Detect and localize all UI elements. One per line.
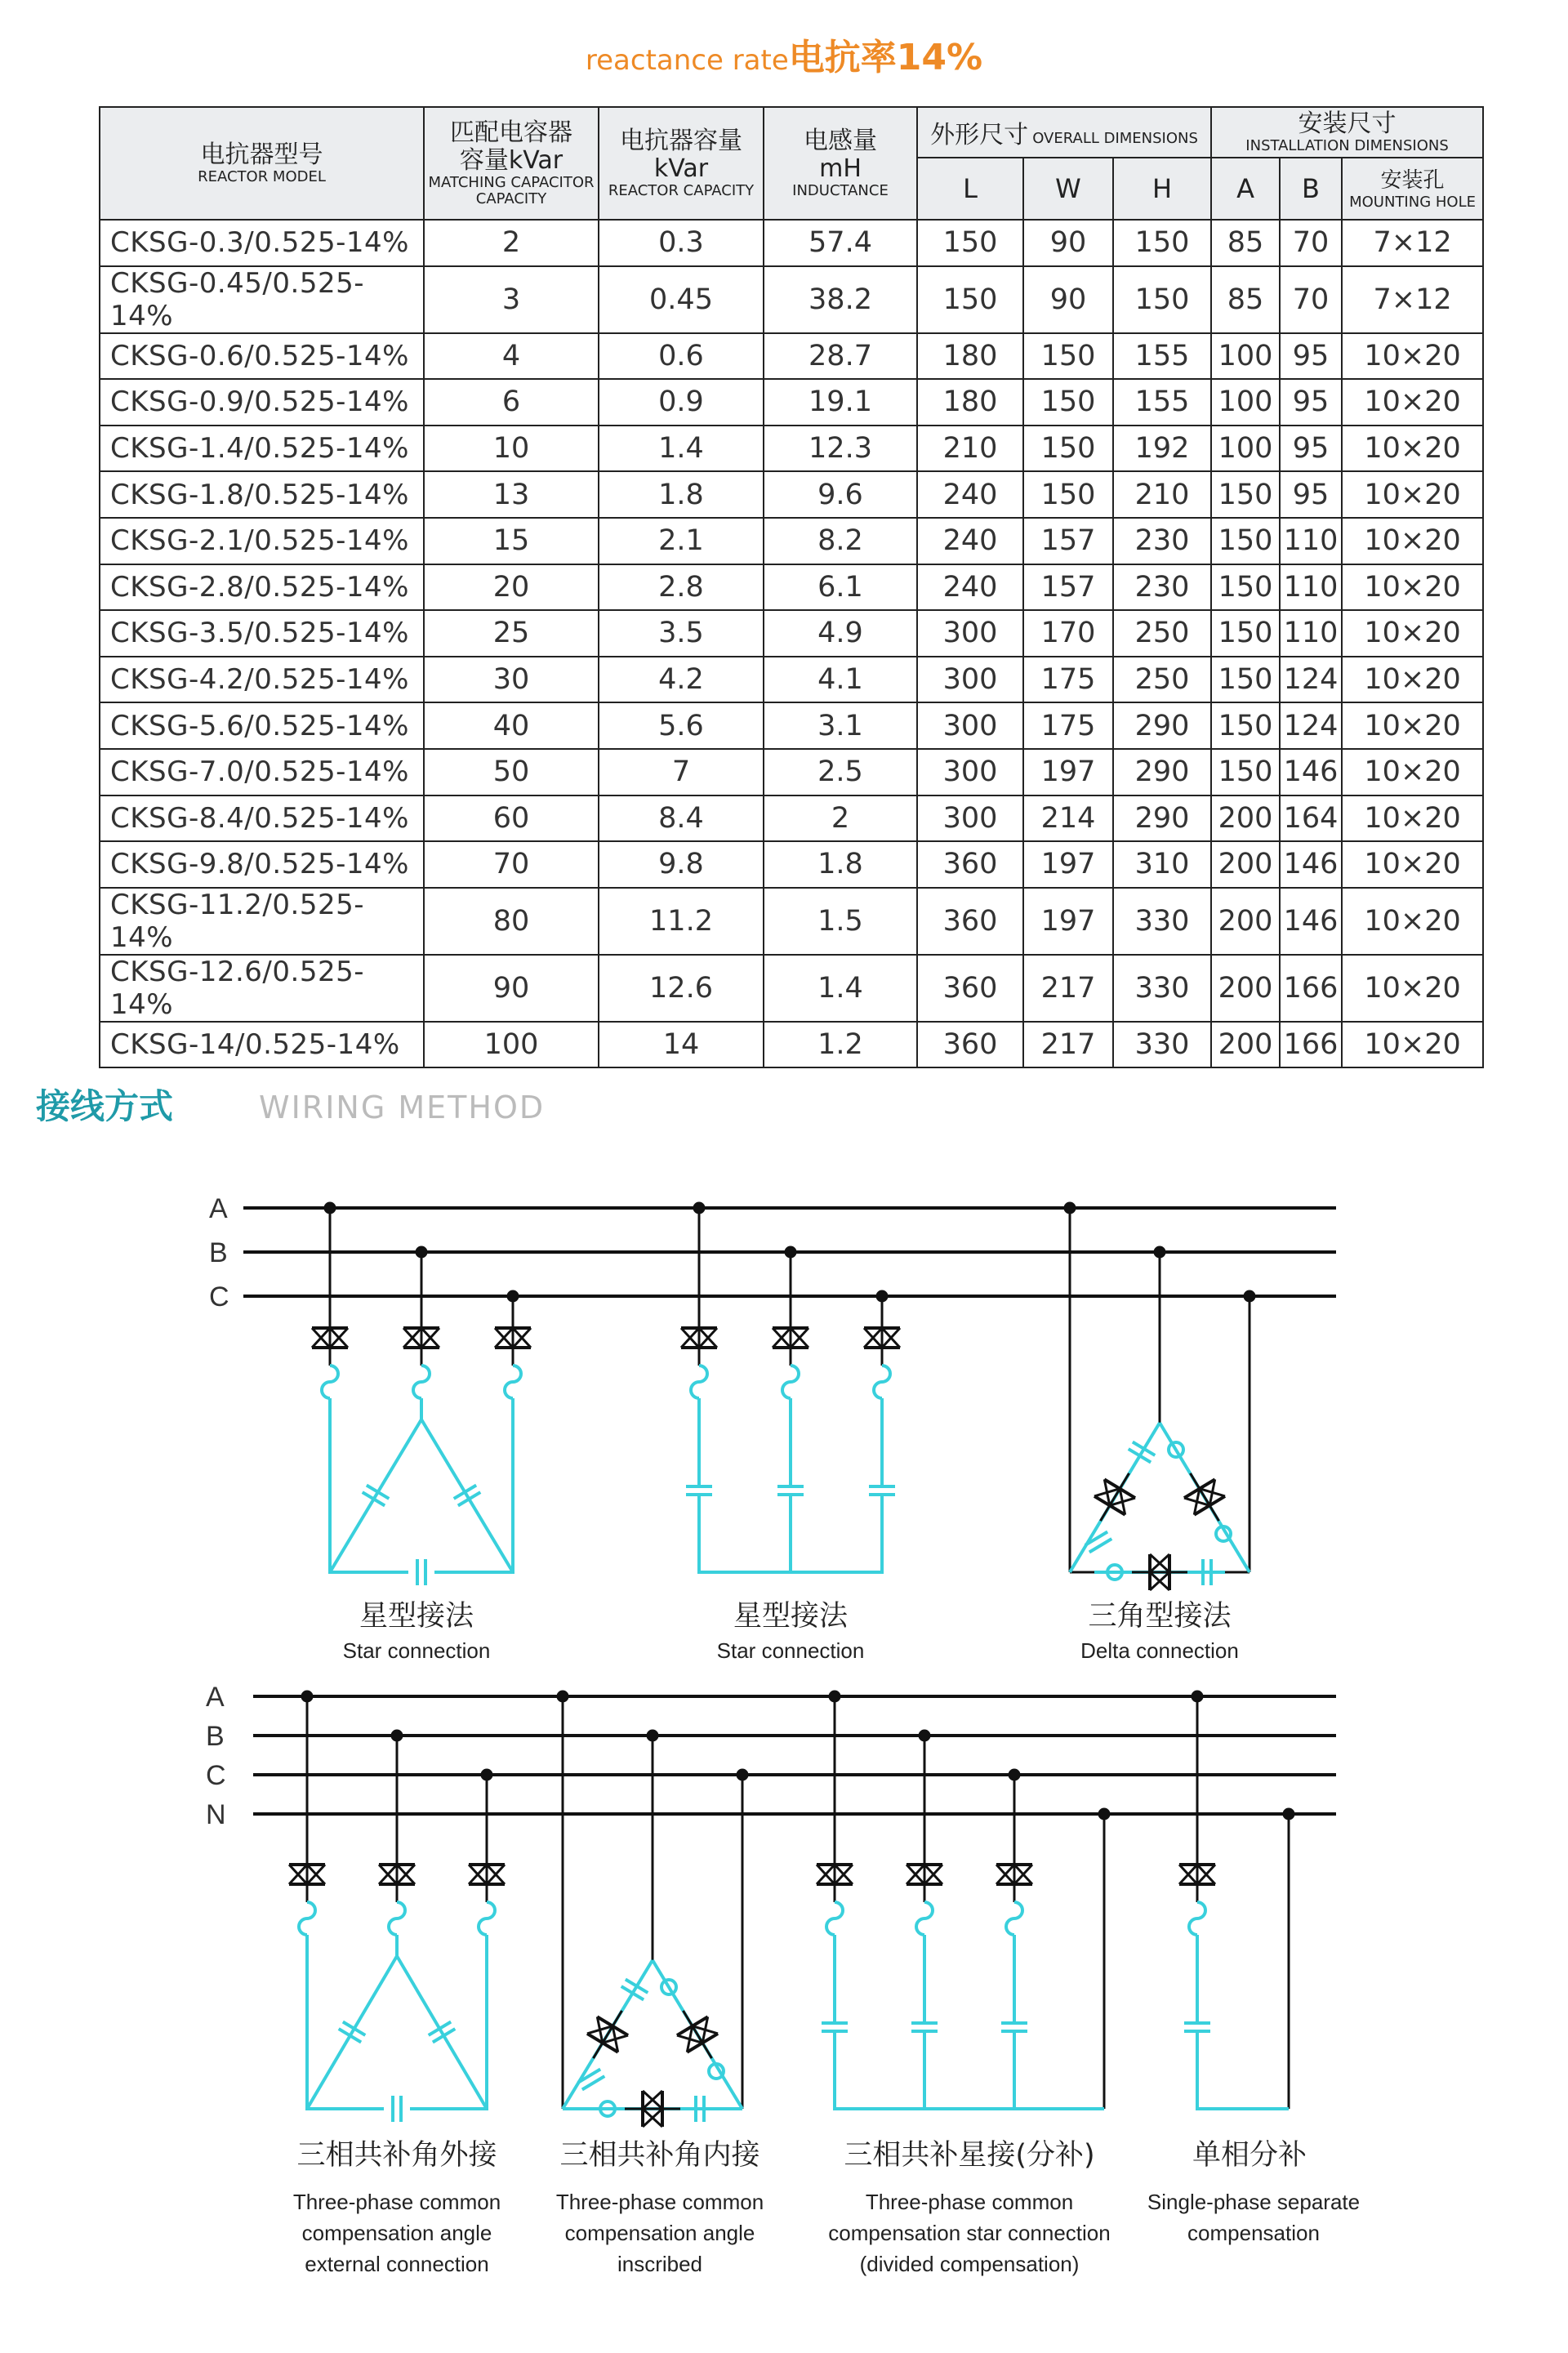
section-heading [36,1080,545,1129]
label-en-6c: (divided compensation) [859,2252,1080,2276]
table-cell: 150 [1211,564,1280,611]
table-cell: 100 [1211,426,1280,472]
table-cell: 70 [1280,220,1342,266]
label-en-7a: Single-phase separate [1147,2190,1361,2214]
label-en-1: Star connection [342,1638,491,1663]
table-cell: 150 [1211,610,1280,657]
table-cell: 300 [917,795,1023,842]
cell-model: CKSG-0.9/0.525-14% [100,379,424,426]
diagram-star-2 [681,1203,900,1663]
table-row [100,749,1483,795]
table-cell: 7×12 [1342,266,1483,333]
table-cell: 100 [424,1022,599,1068]
cell-model: CKSG-1.4/0.525-14% [100,426,424,472]
label-cn-4: 三相共补角外接 [296,2139,497,2172]
table-cell: 2.8 [599,564,764,611]
table-cell: 210 [917,426,1023,472]
table-row [100,841,1483,888]
table-cell: 10×20 [1342,955,1483,1022]
table-cell: 0.6 [599,333,764,380]
header-A: A [1211,158,1280,220]
bus-label-bottom-a: A [206,1682,225,1713]
header-inductance: 电感量 mH INDUCTANCE [764,107,917,220]
table-cell: 28.7 [764,333,917,380]
header-mounting-hole: 安装孔 MOUNTING HOLE [1342,158,1483,220]
top-bus [209,1193,1336,1312]
table-cell: 4.1 [764,657,917,703]
table-cell: 38.2 [764,266,917,333]
table-cell: 330 [1113,955,1211,1022]
label-en-6b: compensation star connection [828,2221,1111,2245]
table-cell: 70 [1280,266,1342,333]
table-cell: 300 [917,749,1023,795]
table-cell: 180 [917,333,1023,380]
table-cell: 10×20 [1342,564,1483,611]
table-cell: 0.45 [599,266,764,333]
table-cell: 300 [917,657,1023,703]
table-cell: 0.9 [599,379,764,426]
header-reactor-kvar: 电抗器容量 kVar REACTOR CAPACITY [599,107,764,220]
table-cell: 9.8 [599,841,764,888]
label-en-4c: external connection [305,2252,489,2276]
table-cell: 150 [917,266,1023,333]
table-cell: 10×20 [1342,888,1483,955]
label-cn-7: 单相分补 [1192,2139,1307,2172]
table-cell: 7 [599,749,764,795]
cell-model: CKSG-1.8/0.525-14% [100,471,424,518]
table-cell: 150 [1211,518,1280,564]
table-cell: 4 [424,333,599,380]
cell-model: CKSG-2.1/0.525-14% [100,518,424,564]
table-cell: 150 [1023,426,1113,472]
table-cell: 60 [424,795,599,842]
table-cell: 157 [1023,518,1113,564]
cell-model: CKSG-3.5/0.525-14% [100,610,424,657]
table-cell: 240 [917,518,1023,564]
bus-label-top-a: A [209,1193,228,1224]
table-cell: 146 [1280,749,1342,795]
table-cell: 110 [1280,564,1342,611]
section-title-cn: 接线方式 [36,1086,174,1126]
table-cell: 200 [1211,1022,1280,1068]
reactor-spec-table [99,106,1484,1068]
table-row [100,888,1483,955]
table-cell: 1.5 [764,888,917,955]
diagram-star-1 [312,1203,531,1663]
table-row [100,795,1483,842]
table-cell: 10×20 [1342,379,1483,426]
bus-label-bottom-n: N [206,1799,226,1830]
cell-model: CKSG-0.45/0.525-14% [100,266,424,333]
page-title [0,28,1568,80]
cell-model: CKSG-12.6/0.525-14% [100,955,424,1022]
label-cn-5: 三相共补角内接 [559,2139,760,2172]
table-cell: 240 [917,564,1023,611]
cell-model: CKSG-8.4/0.525-14% [100,795,424,842]
table-cell: 4.9 [764,610,917,657]
header-B: B [1280,158,1342,220]
header-W: W [1023,158,1113,220]
table-cell: 360 [917,1022,1023,1068]
table-cell: 150 [1023,379,1113,426]
table-cell: 4.2 [599,657,764,703]
table-cell: 0.3 [599,220,764,266]
label-en-4b: compensation angle [301,2221,492,2245]
table-cell: 250 [1113,610,1211,657]
table-cell: 10×20 [1342,518,1483,564]
label-en-7b: compensation [1187,2221,1320,2245]
table-cell: 6 [424,379,599,426]
header-capacitor: 匹配电容器容量kVar MATCHING CAPACITOR CAPACITY [424,107,599,220]
table-cell: 95 [1280,379,1342,426]
section-title-en: WIRING METHOD [259,1090,546,1125]
table-cell: 20 [424,564,599,611]
table-row [100,333,1483,380]
table-cell: 9.6 [764,471,917,518]
table-cell: 150 [1211,749,1280,795]
table-cell: 95 [1280,426,1342,472]
table-cell: 10×20 [1342,610,1483,657]
table-cell: 30 [424,657,599,703]
table-cell: 7×12 [1342,220,1483,266]
bus-label-bottom-c: C [206,1760,226,1791]
table-cell: 110 [1280,610,1342,657]
label-cn-3: 三角型接法 [1088,1600,1232,1633]
table-cell: 180 [917,379,1023,426]
table-cell: 6.1 [764,564,917,611]
table-cell: 2.1 [599,518,764,564]
table-cell: 150 [1113,220,1211,266]
table-cell: 10×20 [1342,333,1483,380]
table-cell: 290 [1113,702,1211,749]
table-cell: 2.5 [764,749,917,795]
table-row [100,702,1483,749]
table-cell: 10×20 [1342,749,1483,795]
table-cell: 10×20 [1342,1022,1483,1068]
table-cell: 124 [1280,657,1342,703]
table-cell: 90 [1023,220,1113,266]
table-row [100,426,1483,472]
table-cell: 10×20 [1342,841,1483,888]
table-cell: 70 [424,841,599,888]
table-cell: 8.4 [599,795,764,842]
header-overall-dimensions: 外形尺寸 OVERALL DIMENSIONS [917,107,1211,158]
table-cell: 40 [424,702,599,749]
table-cell: 57.4 [764,220,917,266]
table-cell: 155 [1113,379,1211,426]
table-cell: 146 [1280,888,1342,955]
table-row [100,379,1483,426]
table-cell: 124 [1280,702,1342,749]
table-cell: 80 [424,888,599,955]
table-cell: 290 [1113,749,1211,795]
table-cell: 310 [1113,841,1211,888]
table-cell: 150 [1023,471,1113,518]
diagram-angle-external [289,1691,505,2276]
table-cell: 150 [1211,471,1280,518]
header-L: L [917,158,1023,220]
table-cell: 12.3 [764,426,917,472]
header-model: 电抗器型号 REACTOR MODEL [100,107,424,220]
table-cell: 240 [917,471,1023,518]
table-cell: 360 [917,888,1023,955]
cell-model: CKSG-5.6/0.525-14% [100,702,424,749]
table-cell: 110 [1280,518,1342,564]
title-prefix: reactance rate [585,44,789,77]
table-cell: 166 [1280,955,1342,1022]
table-cell: 10×20 [1342,702,1483,749]
table-cell: 175 [1023,702,1113,749]
table-cell: 150 [1211,702,1280,749]
table-cell: 85 [1211,266,1280,333]
table-cell: 10×20 [1342,426,1483,472]
table-cell: 166 [1280,1022,1342,1068]
table-cell: 200 [1211,955,1280,1022]
table-cell: 192 [1113,426,1211,472]
table-cell: 1.2 [764,1022,917,1068]
bus-label-bottom-b: B [206,1721,225,1752]
table-cell: 300 [917,702,1023,749]
table-cell: 85 [1211,220,1280,266]
table-cell: 217 [1023,1022,1113,1068]
table-cell: 164 [1280,795,1342,842]
table-cell: 13 [424,471,599,518]
table-cell: 10 [424,426,599,472]
table-cell: 250 [1113,657,1211,703]
label-cn-6: 三相共补星接(分补) [844,2139,1095,2172]
diagram-star-divided [817,1691,1111,2276]
cell-model: CKSG-2.8/0.525-14% [100,564,424,611]
table-cell: 150 [917,220,1023,266]
table-cell: 3 [424,266,599,333]
table-cell: 1.8 [599,471,764,518]
table-cell: 214 [1023,795,1113,842]
label-en-4a: Three-phase common [292,2190,501,2214]
table-cell: 170 [1023,610,1113,657]
table-cell: 25 [424,610,599,657]
table-cell: 90 [424,955,599,1022]
table-cell: 95 [1280,333,1342,380]
cell-model: CKSG-4.2/0.525-14% [100,657,424,703]
table-cell: 290 [1113,795,1211,842]
bus-label-top-b: B [209,1237,228,1268]
header-H: H [1113,158,1211,220]
title-main: 电抗率14% [788,37,983,78]
table-cell: 19.1 [764,379,917,426]
table-cell: 5.6 [599,702,764,749]
diagram-angle-inscribed [556,1691,764,2276]
table-cell: 197 [1023,749,1113,795]
table-cell: 217 [1023,955,1113,1022]
header-installation-dimensions: 安装尺寸 INSTALLATION DIMENSIONS [1211,107,1483,158]
table-cell: 150 [1113,266,1211,333]
table-cell: 3.1 [764,702,917,749]
table-cell: 360 [917,841,1023,888]
table-cell: 150 [1211,657,1280,703]
table-cell: 200 [1211,795,1280,842]
table-row [100,220,1483,266]
table-cell: 360 [917,955,1023,1022]
cell-model: CKSG-14/0.525-14% [100,1022,424,1068]
table-cell: 200 [1211,841,1280,888]
table-cell: 90 [1023,266,1113,333]
label-cn-2: 星型接法 [733,1600,849,1633]
table-cell: 175 [1023,657,1113,703]
table-cell: 230 [1113,564,1211,611]
table-cell: 8.2 [764,518,917,564]
table-cell: 155 [1113,333,1211,380]
label-en-5c: inscribed [617,2252,703,2276]
label-en-2: Star connection [716,1638,865,1663]
wiring-diagrams [0,1143,1568,2353]
table-cell: 95 [1280,471,1342,518]
table-cell: 1.4 [599,426,764,472]
table-cell: 11.2 [599,888,764,955]
table-cell: 10×20 [1342,657,1483,703]
table-row [100,564,1483,611]
table-row [100,471,1483,518]
table-cell: 2 [764,795,917,842]
table-cell: 1.8 [764,841,917,888]
table-cell: 330 [1113,1022,1211,1068]
table-row [100,610,1483,657]
cell-model: CKSG-0.3/0.525-14% [100,220,424,266]
table-cell: 3.5 [599,610,764,657]
table-cell: 10×20 [1342,471,1483,518]
table-cell: 200 [1211,888,1280,955]
label-en-5a: Three-phase common [555,2190,764,2214]
cell-model: CKSG-11.2/0.525-14% [100,888,424,955]
table-cell: 146 [1280,841,1342,888]
diagram-delta [1065,1203,1254,1663]
table-row [100,1022,1483,1068]
table-row [100,955,1483,1022]
table-cell: 150 [1023,333,1113,380]
table-cell: 14 [599,1022,764,1068]
cell-model: CKSG-0.6/0.525-14% [100,333,424,380]
label-en-3: Delta connection [1080,1638,1239,1663]
table-cell: 230 [1113,518,1211,564]
label-en-6a: Three-phase common [865,2190,1074,2214]
cell-model: CKSG-7.0/0.525-14% [100,749,424,795]
cell-model: CKSG-9.8/0.525-14% [100,841,424,888]
label-cn-1: 星型接法 [359,1600,474,1633]
table-cell: 330 [1113,888,1211,955]
bus-label-top-c: C [209,1281,229,1312]
table-cell: 300 [917,610,1023,657]
table-cell: 100 [1211,333,1280,380]
table-cell: 197 [1023,888,1113,955]
table-row [100,518,1483,564]
table-cell: 12.6 [599,955,764,1022]
label-en-5b: compensation angle [564,2221,755,2245]
table-row [100,266,1483,333]
table-cell: 157 [1023,564,1113,611]
table-cell: 197 [1023,841,1113,888]
bottom-bus [206,1682,1336,1830]
table-cell: 210 [1113,471,1211,518]
table-cell: 15 [424,518,599,564]
table-cell: 2 [424,220,599,266]
table-row [100,657,1483,703]
table-cell: 1.4 [764,955,917,1022]
table-cell: 100 [1211,379,1280,426]
table-cell: 10×20 [1342,795,1483,842]
table-cell: 50 [424,749,599,795]
